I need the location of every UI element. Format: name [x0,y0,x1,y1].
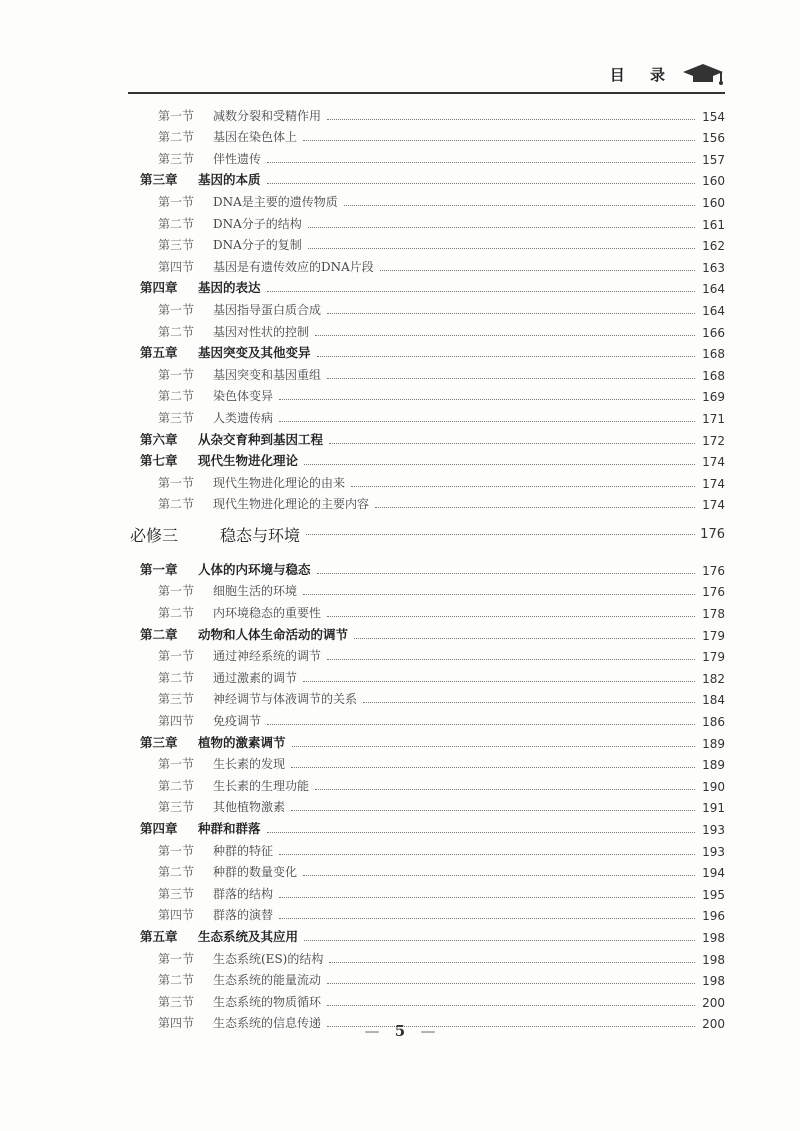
toc-entry-section[interactable] [130,902,725,924]
toc-entry-title: 生态系统的物质循环 [213,994,322,1009]
dot-leader [303,680,695,682]
toc-entry-title: 基因在染色体上 [213,130,298,145]
dot-leader [354,637,695,639]
toc-entry-number: 第六章 [140,431,178,447]
toc-entry-title: 神经调节与体液调节的关系 [213,692,358,707]
toc-entry-number: 第二节 [158,865,195,880]
graduation-cap-icon [681,60,725,86]
toc-entry-page: 168 [702,347,725,362]
dot-leader [327,982,695,984]
dot-leader [303,139,695,141]
dot-leader [292,745,695,747]
toc-entry-title: 基因突变和基因重组 [213,367,322,382]
toc-entry-number: 第五章 [140,345,178,361]
toc-entry-section[interactable] [130,599,725,621]
dot-leader [380,269,695,271]
toc-entry-page: 191 [702,801,725,816]
toc-entry-section[interactable] [130,686,725,708]
toc-entry-number: 第三节 [158,886,195,901]
toc-entry-section[interactable] [130,945,725,967]
dot-leader [267,723,695,725]
toc-entry-number: 第二节 [158,973,195,988]
toc-entry-title: 通过激素的调节 [213,670,298,685]
toc-entry-number: 第一节 [158,302,195,317]
toc-entry-number: 第七章 [140,453,178,469]
toc-entry-page: 186 [702,715,725,730]
toc-entry-number: 第二节 [158,216,195,231]
dot-leader [317,572,695,574]
toc-entry-title: 细胞生活的环境 [213,584,298,599]
dot-leader [279,398,695,400]
dot-leader [308,226,695,228]
toc-entry-title: 基因的表达 [198,280,261,296]
toc-entry-title: 免疫调节 [213,714,262,729]
page-number: 5 [394,1022,406,1040]
toc-entry-page: 157 [702,152,725,167]
toc-entry-section[interactable] [130,664,725,686]
header-rule [128,92,725,94]
dot-leader [327,312,695,314]
toc-entry-section[interactable] [130,188,725,210]
toc-entry-page: 171 [702,411,725,426]
toc-entry-page: 179 [702,650,725,665]
toc-entry-page: 200 [702,1017,725,1032]
toc-entry-section[interactable] [130,751,725,773]
toc-entry-section[interactable] [130,253,725,275]
dot-leader [279,853,695,855]
dot-leader [303,874,695,876]
toc-entry-title: DNA分子的结构 [213,216,302,231]
toc-entry-number: 第三节 [158,410,195,425]
toc-entry-number: 第三章 [140,172,178,188]
toc-entry-section[interactable] [130,988,725,1010]
toc-entry-page: 156 [702,131,725,146]
dot-leader [329,442,695,444]
toc-entry-number: 第二章 [140,626,178,642]
toc-entry-title: 基因指导蛋白质合成 [213,302,322,317]
dot-leader [267,182,695,184]
toc-entry-chapter[interactable] [130,426,725,448]
footer-dash-right: — [420,1022,436,1040]
toc-entry-page: 198 [702,930,725,945]
toc-entry-page: 160 [702,174,725,189]
toc-entry-section[interactable] [130,404,725,426]
toc-entry-number: 第四节 [158,714,195,729]
toc-entry-chapter[interactable] [130,275,725,297]
toc-entry-chapter[interactable] [130,167,725,189]
toc-entry-title: 减数分裂和受精作用 [213,108,322,123]
toc-entry-title: 群落的演替 [213,908,274,923]
toc-entry-number: 第二节 [158,497,195,512]
toc-entry-section[interactable] [130,643,725,665]
toc-entry-number: 第二节 [158,670,195,685]
toc-entry-section[interactable] [130,318,725,340]
dot-leader [303,593,695,595]
toc-entry-section[interactable] [130,102,725,124]
toc-entry-page: 154 [702,109,725,124]
toc-entry-title: 伴性遗传 [213,151,262,166]
toc-entry-page: 163 [702,260,725,275]
toc-entry-section[interactable] [130,124,725,146]
dot-leader [304,463,695,465]
toc-entry-title: 内环境稳态的重要性 [213,606,322,621]
toc-entry-page: 172 [702,433,725,448]
dot-leader [363,701,695,703]
toc-entry-number: 第二节 [158,778,195,793]
toc-entry-section[interactable] [130,794,725,816]
toc-entry-page: 174 [702,455,725,470]
toc-entry-title: 动物和人体生命活动的调节 [198,626,349,642]
toc-entry-page: 196 [702,909,725,924]
toc-entry-page: 176 [700,526,725,542]
dot-leader [308,247,695,249]
toc-entry-number: 第一节 [158,757,195,772]
toc-entry-section[interactable] [130,707,725,729]
dot-leader [327,118,695,120]
toc-entry-title: 生态系统的信息传递 [213,1016,322,1031]
toc-entry-number: 第一节 [158,843,195,858]
dot-leader [304,939,695,941]
toc-entry-title: 现代生物进化理论的主要内容 [213,497,370,512]
toc-entry-page: 160 [702,195,725,210]
dot-leader [351,485,695,487]
toc-entry-chapter[interactable] [130,729,725,751]
toc-entry-page: 190 [702,779,725,794]
toc-entry-title: 种群的特征 [213,843,274,858]
toc-entry-number: 第二节 [158,130,195,145]
toc-entry-page: 198 [702,952,725,967]
toc-entry-page: 193 [702,823,725,837]
toc-entry-number: 第二节 [158,324,195,339]
toc-entry-section[interactable] [130,145,725,167]
toc-entry-page: 168 [702,368,725,383]
toc-entry-page: 176 [702,563,725,578]
dot-leader [267,831,695,833]
toc-entry-chapter[interactable] [130,621,725,643]
toc-entry-section[interactable] [130,469,725,491]
toc-entry-number: 第三节 [158,994,195,1009]
toc-entry-page: 164 [702,303,725,318]
toc-entry-number: 第三节 [158,238,195,253]
toc-entry-chapter[interactable] [130,815,725,837]
toc-entry-section[interactable] [130,210,725,232]
toc-entry-page: 182 [702,671,725,686]
toc-entry-title: 生态系统的能量流动 [213,973,322,988]
toc-entry-part[interactable] [130,518,725,550]
toc-entry-title: 种群的数量变化 [213,865,298,880]
dot-leader [291,809,695,811]
toc-entry-number: 第一节 [158,475,195,490]
toc-entry-title: 基因对性状的控制 [213,324,310,339]
toc-entry-chapter[interactable] [130,923,725,945]
toc-entry-chapter[interactable] [130,556,725,578]
toc-entry-number: 第三节 [158,692,195,707]
toc-entry-section[interactable] [130,859,725,881]
dot-leader [317,355,695,357]
toc-entry-number: 第一节 [158,649,195,664]
toc-entry-number: 第一节 [158,367,195,382]
toc-entry-number: 第四节 [158,1016,195,1031]
toc-entry-title: DNA分子的复制 [213,238,302,253]
toc-entry-title: 植物的激素调节 [198,734,286,750]
toc-entry-title: 从杂交育种到基因工程 [198,431,324,447]
dot-leader [327,1004,695,1006]
toc-entry-chapter[interactable] [130,340,725,362]
toc-entry-title: 现代生物进化理论的由来 [213,475,346,490]
toc-entry-number: 第一节 [158,194,195,209]
dot-leader [279,896,695,898]
dot-leader [327,615,695,617]
toc-entry-section[interactable] [130,837,725,859]
toc-entry-number: 第三节 [158,800,195,815]
dot-leader [329,961,695,963]
toc-entry-section[interactable] [130,772,725,794]
toc-entry-page: 193 [702,844,725,859]
dot-leader [279,420,695,422]
toc-entry-page: 195 [702,887,725,902]
toc-entry-number: 第三节 [158,151,195,166]
dot-leader [267,290,695,292]
toc-entry-title: 生态系统及其应用 [198,928,299,944]
dot-leader [291,766,695,768]
toc-entry-title: 人体的内环境与稳态 [198,561,311,577]
toc-entry-section[interactable] [130,361,725,383]
toc-entry-title: 通过神经系统的调节 [213,649,322,664]
toc-entry-title: 群落的结构 [213,886,274,901]
toc-entry-page: 174 [702,498,725,513]
dot-leader [279,917,695,919]
toc-entry-page: 184 [702,693,725,708]
toc-entry-page: 194 [702,866,725,881]
toc-entry-section[interactable] [130,296,725,318]
toc-entry-page: 169 [702,390,725,405]
toc-entry-page: 179 [702,628,725,643]
dot-leader [327,377,695,379]
toc-entry-page: 162 [702,239,725,254]
page-footer [0,1022,800,1040]
toc-entry-number: 第二节 [158,606,195,621]
dot-leader [306,533,695,535]
toc-entry-section[interactable] [130,880,725,902]
toc-entry-number: 第五章 [140,928,178,944]
dot-leader [327,658,695,660]
toc-entry-title: 人类遗传病 [213,410,274,425]
toc-entry-title: 其他植物激素 [213,800,286,815]
header-title: 目 录 [609,66,675,84]
toc-entry-title: 种群和群落 [198,821,261,836]
page-header [128,58,725,94]
toc-entry-title: 生态系统(ES)的结构 [213,951,324,966]
toc-entry-title: 生长素的生理功能 [213,778,310,793]
toc-entry-number: 第三章 [140,734,178,750]
toc-entry-number: 必修三 [130,525,179,545]
toc-entry-number: 第一节 [158,584,195,599]
dot-leader [267,161,695,163]
toc-entry-section[interactable] [130,383,725,405]
toc-entry-title: 稳态与环境 [220,525,301,545]
dot-leader [315,788,695,790]
toc-entry-page: 161 [702,217,725,232]
toc-entry-number: 第四章 [140,280,178,296]
toc-entry-title: 基因是有遗传效应的DNA片段 [213,259,374,274]
toc-entry-page: 200 [702,995,725,1010]
toc-entry-title: 生长素的发现 [213,757,286,772]
footer-dash-left: — [364,1022,380,1040]
toc-entry-number: 第一章 [140,561,178,577]
table-of-contents [130,102,725,1031]
toc-entry-title: 染色体变异 [213,389,274,404]
toc-entry-page: 176 [702,585,725,600]
toc-entry-page: 164 [702,282,725,297]
dot-leader [375,506,695,508]
toc-entry-page: 189 [702,736,725,751]
toc-entry-number: 第四节 [158,259,195,274]
toc-entry-number: 第二节 [158,389,195,404]
toc-entry-title: 基因突变及其他变异 [198,345,311,361]
toc-entry-section[interactable] [130,578,725,600]
dot-leader [315,334,695,336]
toc-entry-number: 第四章 [140,821,178,836]
toc-entry-section[interactable] [130,232,725,254]
toc-entry-page: 174 [702,476,725,491]
toc-entry-title: 基因的本质 [198,172,261,188]
toc-entry-page: 198 [702,974,725,989]
toc-entry-title: 现代生物进化理论 [198,453,299,469]
toc-entry-page: 178 [702,607,725,622]
toc-entry-page: 166 [702,325,725,340]
toc-entry-chapter[interactable] [130,448,725,470]
toc-entry-number: 第四节 [158,908,195,923]
toc-entry-title: DNA是主要的遗传物质 [213,194,338,209]
toc-entry-section[interactable] [130,967,725,989]
toc-entry-number: 第一节 [158,951,195,966]
toc-entry-section[interactable] [130,491,725,513]
toc-entry-number: 第一节 [158,108,195,123]
toc-entry-page: 189 [702,758,725,773]
dot-leader [344,204,695,206]
